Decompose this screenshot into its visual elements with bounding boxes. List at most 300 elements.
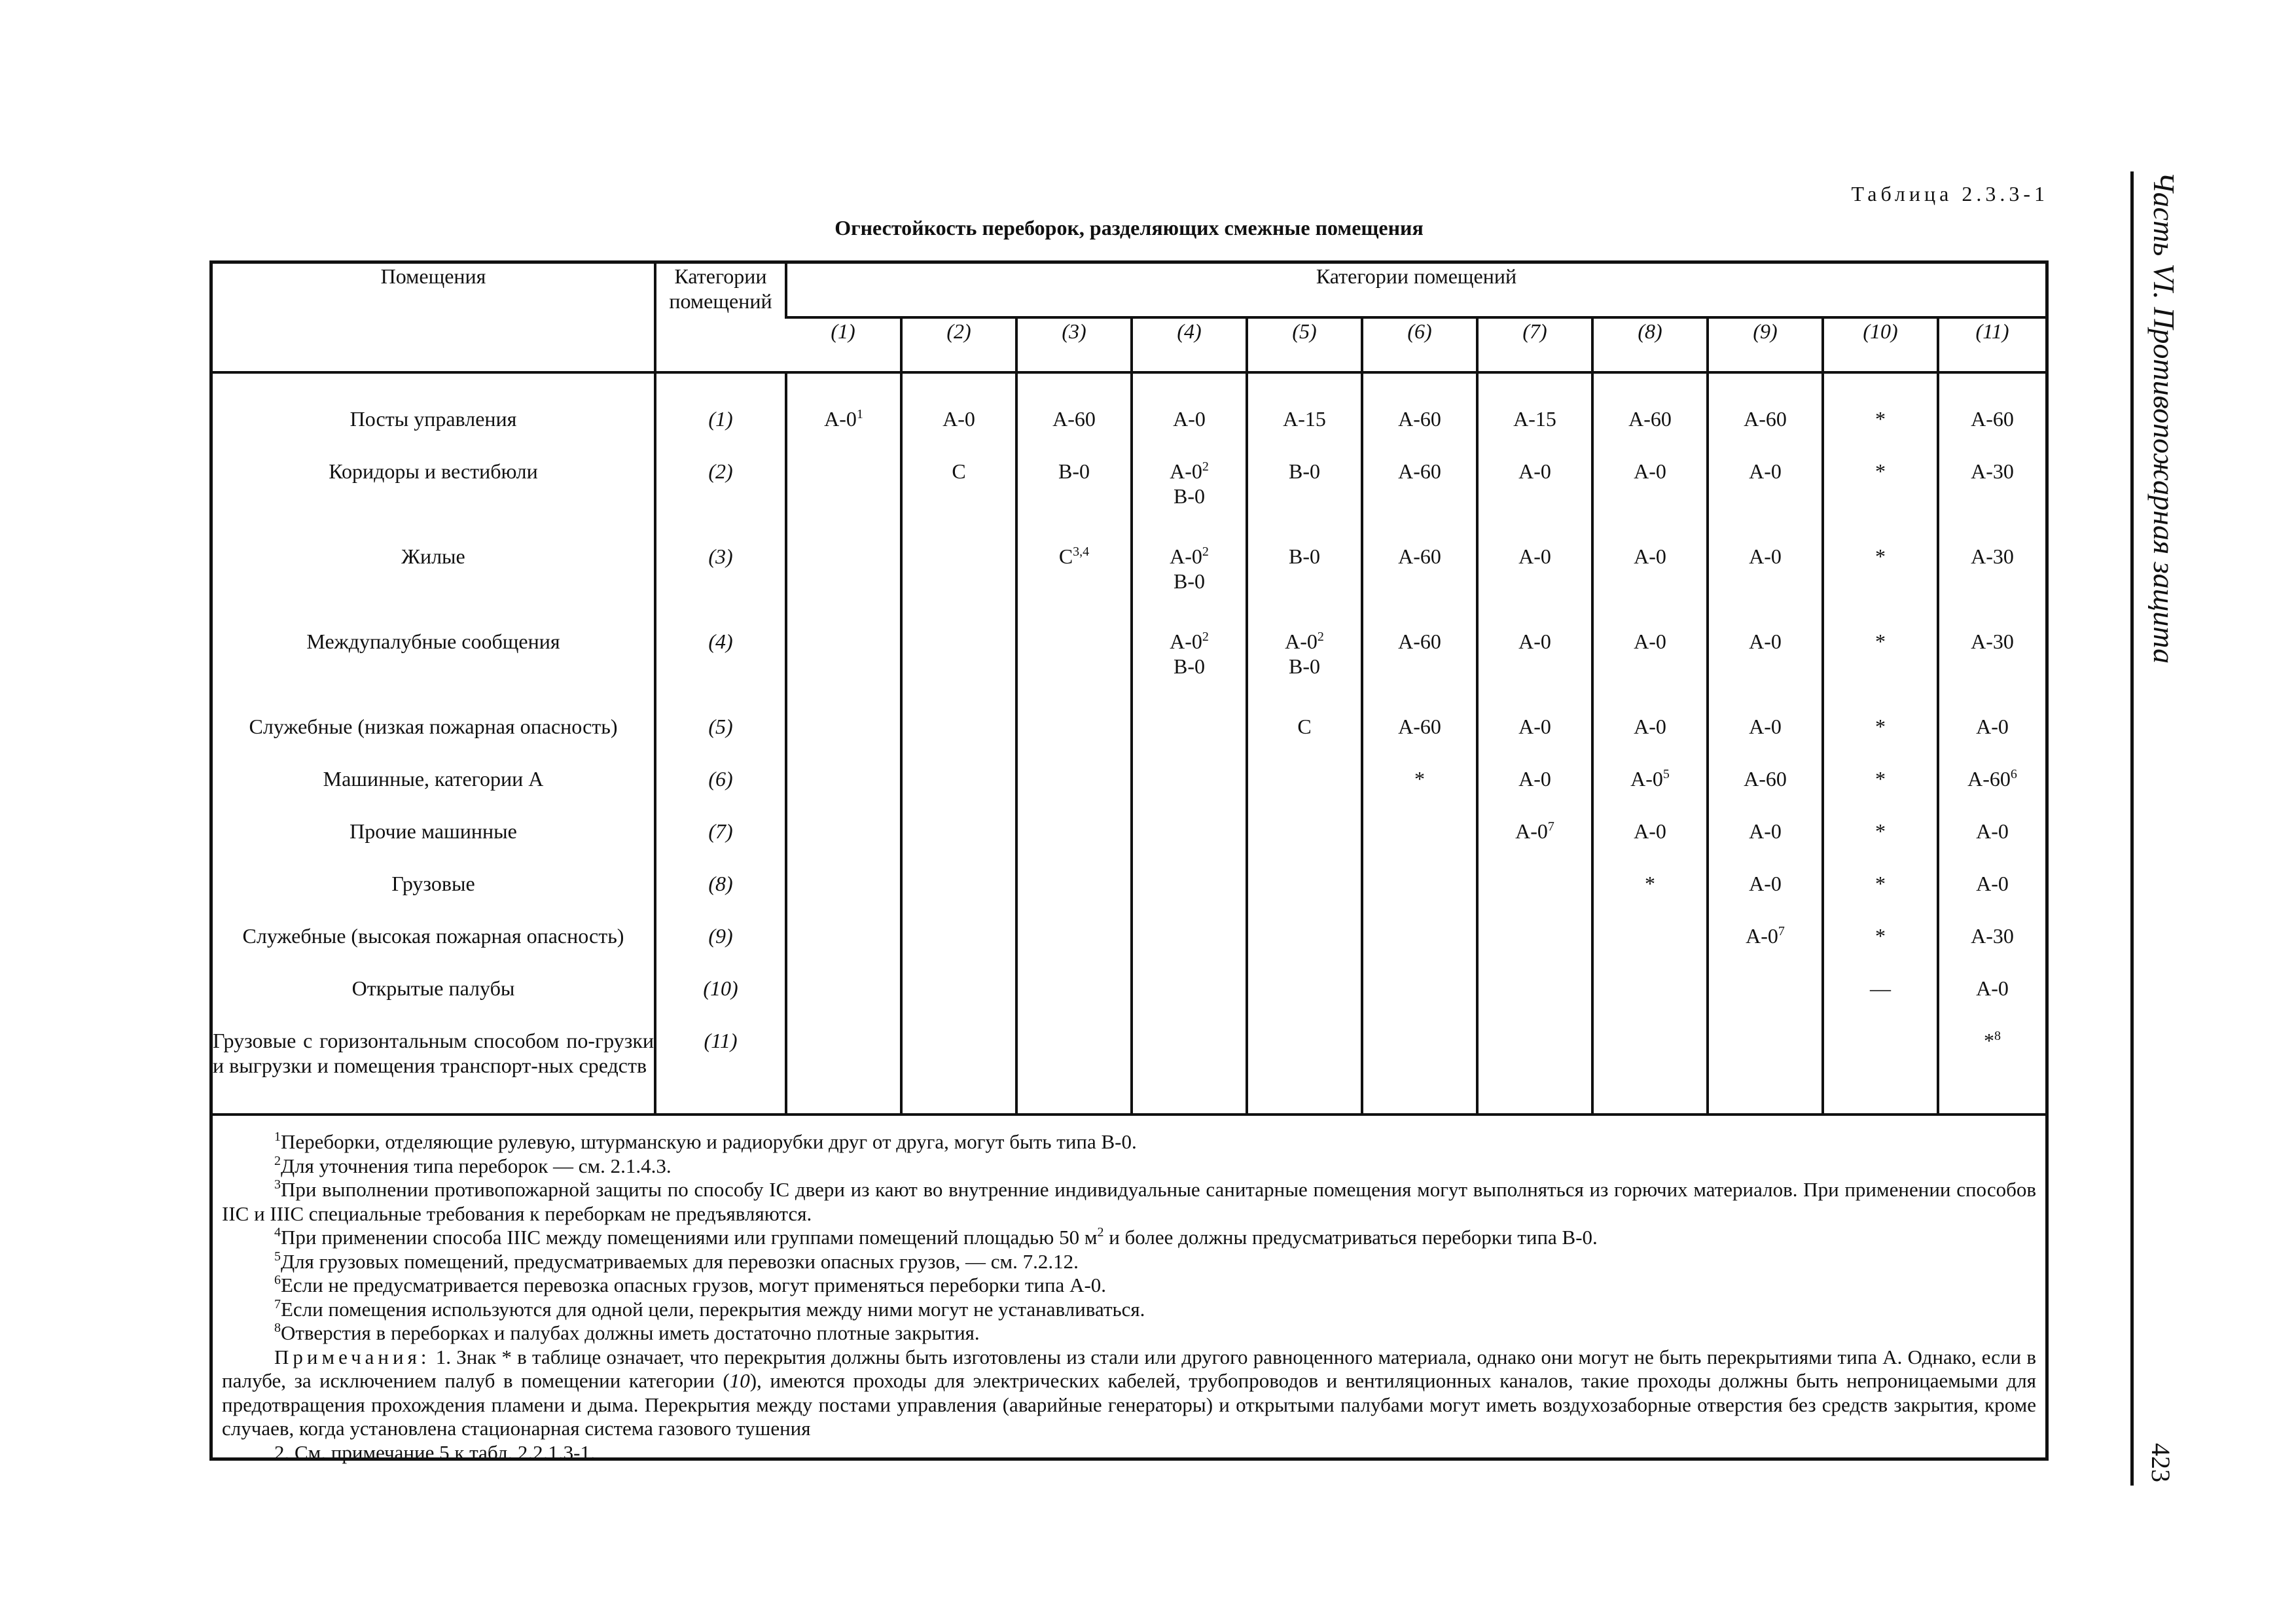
rating-cell [1132,923,1247,976]
rating-cell [1016,406,1132,459]
category-header-2: (2) [901,317,1016,372]
footnote-text: и более должны предусматриваться переборки типа В-0. [1103,1226,1598,1249]
category-header-5: (5) [1247,317,1362,372]
rating-cell [1132,871,1247,923]
rating-cell [1132,976,1247,1028]
rating-cell [1938,714,2045,766]
footnote-ref: 1 [856,407,863,421]
note-1 [222,1346,2036,1441]
rating-value: А-0 [1976,976,2009,1000]
rating-cell [1016,923,1132,976]
rating-cell [1362,406,1477,459]
rating-value: А-60 [1971,407,2014,431]
spacer-cell [1592,372,1708,406]
rating-cell [1938,459,2045,544]
footnote-number: 5 [274,1249,281,1264]
rating-cell [1823,459,1938,544]
footnote-ref: 5 [1662,767,1670,781]
rating-cell [1592,819,1708,871]
rating-cell [1132,714,1247,766]
spacer-cell [1823,372,1938,406]
rating-cell [1132,819,1247,871]
rating-value: А-0 [824,407,857,431]
rating-value: * [1875,459,1886,483]
room-category: (11) [655,1028,786,1115]
room-name: Грузовые с горизонтальным способом по-грузки и выгрузки и помещения транспорт-ных средств [213,1028,655,1115]
rating-cell [1247,629,1362,714]
rating-value: А-0 [1634,459,1666,483]
bulkhead-grid [213,264,2045,1116]
rating-cell [1247,819,1362,871]
room-category: (3) [655,544,786,629]
rating-value: А-30 [1971,924,2014,948]
rating-cell [1477,819,1592,871]
rating-cell [1592,459,1708,544]
rating-cell [1016,1028,1132,1115]
rating-cell [786,871,901,923]
rating-value: С [952,459,966,483]
rating-cell [901,714,1016,766]
rating-value: * [1414,767,1425,791]
rating-value: А-60 [1398,459,1441,483]
rating-value: А-0 [1634,544,1666,568]
rating-cell [1247,544,1362,629]
rating-cell [1016,459,1132,544]
rating-cell [1592,871,1708,923]
side-rule [2130,171,2134,1486]
rating-cell [1938,406,2045,459]
rating-value: А-0 [1634,715,1666,738]
rating-value: А-60 [1967,767,2011,791]
room-name: Открытые палубы [351,976,515,1000]
rating-cell [786,406,901,459]
footnote-text: Если помещения используются для одной цели, перекрытия между ними могут не устанавливаться. [281,1297,1145,1321]
rating-value-alt: В-0 [1174,654,1205,678]
rating-cell [1823,1028,1938,1115]
rating-value: А-0 [1749,872,1782,895]
footnote-7 [222,1298,2036,1322]
spacer-cell [213,372,655,406]
room-category: (10) [655,976,786,1028]
rating-cell [1362,1028,1477,1115]
footnotes-section [213,1116,2045,1465]
rating-value: * [1645,872,1655,895]
rating-cell [1362,819,1477,871]
rating-cell [1362,923,1477,976]
rating-value: А-0 [1634,819,1666,843]
spacer-cell [655,372,786,406]
rating-cell [1823,766,1938,819]
rating-cell [1823,406,1938,459]
rating-value: А-60 [1398,630,1441,653]
rating-value: С [1297,715,1312,738]
spacer-cell [1362,372,1477,406]
footnote-3 [222,1178,2036,1226]
rating-cell [1477,1028,1592,1115]
note-text: ), имеются проходы для электрических кабелей, трубопроводов и вентиляционных каналов, такие проходы должны быть непроницаемыми для предотвращения прохождения пламени и дыма. Перекрытия между постами управления (аварийные генераторы) и открытыми палубами могут иметь воздухозаборные отверстия без средств закрытия, кроме случаев, когда установлена стационарная система газового тушения [222,1369,2036,1440]
rating-cell [1708,819,1823,871]
rating-value: А-0 [1634,630,1666,653]
rating-value: А-30 [1971,630,2014,653]
rating-cell [1132,629,1247,714]
footnote-text: Отверстия в переборках и палубах должны иметь достаточно плотные закрытия. [281,1321,980,1344]
table-title: Огнестойкость переборок, разделяющих смежные помещения [834,216,1424,240]
rating-cell [1362,976,1477,1028]
footnote-number: 2 [274,1153,281,1168]
table-row [213,629,2045,714]
footnote-text: Если не предусматривается перевозка опасных грузов, могут применяться переборки типа А-0. [281,1274,1107,1296]
rating-cell [1708,871,1823,923]
rating-cell [1823,629,1938,714]
footnote-5 [222,1250,2036,1274]
rating-value-alt: В-0 [1289,654,1320,678]
rating-cell [1708,629,1823,714]
category-header-1: (1) [786,317,901,372]
notes-label: Примечания: [274,1345,431,1368]
rating-cell [1477,629,1592,714]
rating-cell [786,459,901,544]
footnote-ref: 3,4 [1073,544,1090,559]
rating-cell [1938,819,2045,871]
rating-value: * [1875,715,1886,738]
rating-value: А-0 [1518,459,1551,483]
rating-value-alt: В-0 [1174,569,1205,593]
rating-value: А-60 [1052,407,1096,431]
rating-cell [1477,923,1592,976]
rating-value: А-60 [1628,407,1672,431]
rating-cell [1362,766,1477,819]
footnote-text: Для уточнения типа переборок — см. 2.1.4.3. [281,1154,672,1177]
rating-cell [1708,976,1823,1028]
rating-cell [1362,871,1477,923]
footnote-ref: 6 [2010,767,2017,781]
rating-cell [1247,459,1362,544]
rating-value: А-0 [1518,544,1551,568]
rating-cell [1016,976,1132,1028]
rating-cell [786,976,901,1028]
spacer-cell [901,372,1016,406]
rating-value: А-0 [1630,767,1663,791]
rating-cell [1362,544,1477,629]
rating-cell [1016,871,1132,923]
footnote-text: При применении способа IIIС между помещениями или группами помещений площадью 50 м [281,1226,1098,1249]
rating-value: А-0 [1749,819,1782,843]
rating-cell [901,406,1016,459]
footnote-number: 7 [274,1296,281,1311]
rating-cell [1708,406,1823,459]
rating-cell [1592,544,1708,629]
footnote-1 [222,1130,2036,1154]
rating-value: А-0 [942,407,975,431]
rating-cell [1708,1028,1823,1115]
rating-cell [1362,629,1477,714]
category-header-7: (7) [1477,317,1592,372]
rating-value: А-60 [1744,407,1787,431]
room-category: (8) [655,871,786,923]
rating-value: А-0 [1746,924,1778,948]
table-row [213,406,2045,459]
rating-value: * [1875,630,1886,653]
unit-superscript: 2 [1097,1225,1104,1240]
note-text: 1. Знак * в таблице означает, что перекрытия должны быть изготовлены из стали или другого равноценного материала, однако они могут не быть перекрытиями типа А. Однако, если в палубе, за исключением палуб в помещении категории ( [222,1345,2036,1392]
rating-cell [1247,766,1362,819]
rating-value: С [1058,544,1073,568]
rating-cell [1592,629,1708,714]
spacer-cell [1016,372,1132,406]
rating-cell [1938,976,2045,1028]
rating-cell [901,629,1016,714]
footnote-number: 3 [274,1177,281,1192]
rating-cell [1708,714,1823,766]
footnote-ref: 7 [1547,819,1554,834]
table-row [213,766,2045,819]
rating-cell [901,923,1016,976]
rating-cell [1592,406,1708,459]
spacer-cell [786,372,901,406]
rating-cell [1708,544,1823,629]
footnote-number: 8 [274,1321,281,1335]
room-category: (1) [655,406,786,459]
category-header-9: (9) [1708,317,1823,372]
spacer-cell [1938,372,2045,406]
rating-cell [901,976,1016,1028]
category-header-10: (10) [1823,317,1938,372]
rating-value: * [1875,819,1886,843]
room-name: Служебные (низкая пожарная опасность) [249,715,618,738]
rating-cell [1016,766,1132,819]
rating-cell [901,871,1016,923]
rating-cell [1708,459,1823,544]
rating-cell [1823,923,1938,976]
rating-cell [1938,871,2045,923]
rating-cell [1823,714,1938,766]
rating-value: А-0 [1170,544,1202,568]
table-number-label: Таблица 2.3.3-1 [1851,182,2049,205]
rating-value: В-0 [1289,544,1320,568]
category-header-3: (3) [1016,317,1132,372]
footnote-text: При выполнении противопожарной защиты по способу IС двери из кают во внутренние индивидуальные санитарные помещения могут выполняться из горючих материалов. При применении способов IIС и IIIС специальные требования к переборкам не предъявляются. [222,1178,2036,1225]
rating-value: А-0 [1976,715,2009,738]
rating-cell [901,544,1016,629]
rating-cell [1708,766,1823,819]
note-2: 2. См. примечание 5 к табл. 2.2.1.3-1. [274,1440,596,1464]
fire-resistance-table [209,260,2049,1464]
spacer-cell [1477,372,1592,406]
rating-value: А-0 [1749,459,1782,483]
spacer-row [213,372,2045,406]
rating-cell [1016,544,1132,629]
room-name: Машинные, категории А [323,767,544,791]
footnote-ref: 2 [1202,630,1209,644]
rating-value: А-0 [1173,407,1206,431]
rating-value: А-0 [1170,630,1202,653]
rating-cell [901,766,1016,819]
rating-cell [1938,544,2045,629]
rating-value: А-15 [1283,407,1326,431]
rating-cell [1477,544,1592,629]
table-row [213,923,2045,976]
rating-value: А-0 [1749,630,1782,653]
rating-value: * [1875,407,1886,431]
rating-cell [1477,976,1592,1028]
footnote-number: 4 [274,1225,281,1240]
footnote-ref: 2 [1202,544,1209,559]
rating-value: А-0 [1749,544,1782,568]
room-name: Междупалубные сообщения [306,630,560,653]
rating-value: * [1875,924,1886,948]
rating-cell [1247,1028,1362,1115]
rating-cell [786,819,901,871]
rating-cell [1592,714,1708,766]
rating-cell [1938,629,2045,714]
footnote-4 [222,1226,2036,1250]
rating-cell [1938,1028,2045,1115]
rating-value: В-0 [1058,459,1090,483]
rating-cell [786,544,901,629]
rating-cell [1132,544,1247,629]
rating-value: * [1984,1029,1994,1052]
rating-cell [1477,871,1592,923]
room-category: (7) [655,819,786,871]
rating-cell [1477,714,1592,766]
rating-value: А-0 [1518,630,1551,653]
rating-cell [1938,923,2045,976]
room-name: Жилые [401,544,465,568]
rating-cell [1132,766,1247,819]
rating-cell [1938,766,2045,819]
page-number: 423 [2146,1443,2176,1482]
rating-cell [1016,714,1132,766]
category-header-11: (11) [1938,317,2045,372]
footnote-ref: 2 [1202,459,1209,474]
rating-value-alt: В-0 [1174,484,1205,508]
categories-column-header: Категории помещений [655,264,786,372]
rating-value: А-0 [1518,767,1551,791]
rating-value: — [1870,976,1891,1000]
rating-value: * [1875,872,1886,895]
rating-cell [1016,819,1132,871]
room-name: Служебные (высокая пожарная опасность) [242,924,624,948]
rating-cell [1823,544,1938,629]
rating-value: А-60 [1398,407,1441,431]
room-name: Грузовые [391,872,475,895]
rating-value: * [1875,767,1886,791]
rating-cell [1247,976,1362,1028]
rating-value: А-15 [1513,407,1556,431]
room-category: (2) [655,459,786,544]
footnote-text: Для грузовых помещений, предусматриваемых для перевозки опасных грузов, — см. 7.2.12. [281,1249,1079,1273]
room-category: (6) [655,766,786,819]
footnote-6 [222,1274,2036,1298]
rating-cell [1477,766,1592,819]
room-category: (9) [655,923,786,976]
rating-cell [901,1028,1016,1115]
rating-cell [1592,923,1708,976]
rating-value: А-0 [1976,819,2009,843]
rating-cell [901,459,1016,544]
table-body [213,372,2045,1115]
rating-value: А-60 [1398,544,1441,568]
rating-cell [786,714,901,766]
rating-cell [1823,976,1938,1028]
footnote-number: 6 [274,1273,281,1287]
rating-value: А-30 [1971,459,2014,483]
footnote-text: Переборки, отделяющие рулевую, штурманскую и радиорубки друг от друга, могут быть типа В-0. [281,1130,1137,1153]
room-category: (5) [655,714,786,766]
footnote-ref: 2 [1317,630,1324,644]
rating-cell [1132,406,1247,459]
rating-value: А-0 [1976,872,2009,895]
room-name: Посты управления [350,407,517,431]
rating-cell [786,1028,901,1115]
note-category-ref: 10 [729,1369,750,1392]
rating-cell [1247,406,1362,459]
rating-cell [1247,714,1362,766]
footnote-ref: 7 [1778,924,1785,938]
rating-value: В-0 [1289,459,1320,483]
rating-cell [1362,459,1477,544]
table-row [213,976,2045,1028]
table-row [213,871,2045,923]
spacer-cell [1708,372,1823,406]
rating-value: А-0 [1749,715,1782,738]
rating-value: А-60 [1398,715,1441,738]
rating-cell [1362,714,1477,766]
rating-value: А-60 [1744,767,1787,791]
rating-cell [1592,976,1708,1028]
rating-cell [786,923,901,976]
room-category: (4) [655,629,786,714]
rating-cell [1477,459,1592,544]
footnote-2 [222,1154,2036,1179]
footnote-number: 1 [274,1130,281,1144]
spacer-cell [1247,372,1362,406]
rating-cell [1823,819,1938,871]
footnote-ref: 8 [1994,1029,2001,1043]
category-header-4: (4) [1132,317,1247,372]
rating-value: А-0 [1515,819,1548,843]
category-header-8: (8) [1592,317,1708,372]
rating-value: * [1875,544,1886,568]
room-categories-header: Категории помещений [786,264,2045,317]
rooms-column-header: Помещения [213,264,655,372]
category-header-6: (6) [1362,317,1477,372]
table-row [213,714,2045,766]
rating-cell [1708,923,1823,976]
rating-cell [1132,459,1247,544]
room-name: Прочие машинные [350,819,517,843]
rating-cell [1247,923,1362,976]
spacer-cell [1132,372,1247,406]
rating-value: А-30 [1971,544,2014,568]
rating-cell [1132,1028,1247,1115]
rating-cell [1592,766,1708,819]
rating-value: А-0 [1285,630,1318,653]
footnote-8 [222,1321,2036,1346]
table-row [213,1028,2045,1115]
table-row [213,819,2045,871]
rating-cell [786,766,901,819]
table-row [213,544,2045,629]
rating-cell [1247,871,1362,923]
running-title: Часть VI. Противопожарная защита [2147,171,2181,664]
rating-cell [1592,1028,1708,1115]
rating-cell [1823,871,1938,923]
room-name: Коридоры и вестибюли [329,459,538,483]
rating-cell [786,629,901,714]
rating-cell [1477,406,1592,459]
table-row [213,459,2045,544]
